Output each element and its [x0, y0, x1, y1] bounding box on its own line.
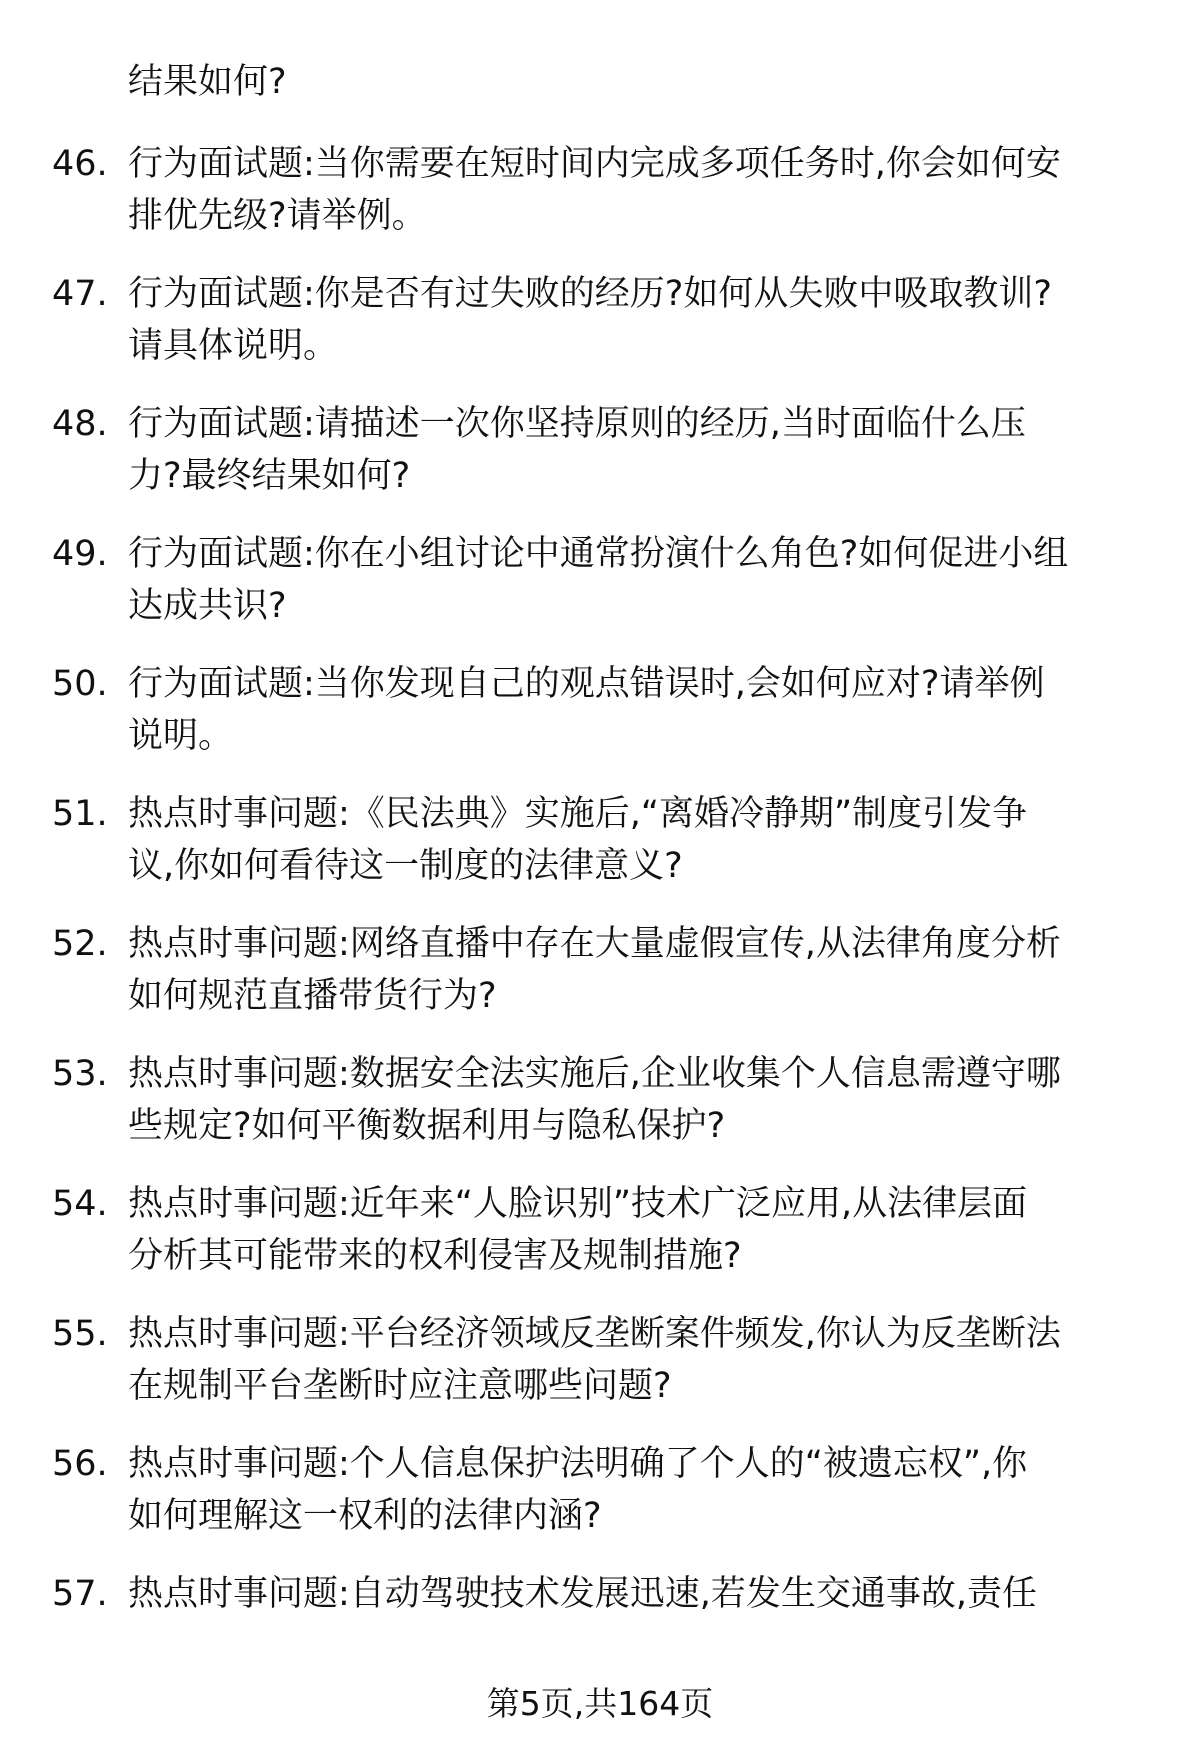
question-line: 热点时事问题:《民法典》实施后,“离婚冷静期”制度引发争 — [128, 794, 1028, 834]
question-text — [128, 398, 1138, 502]
question-text — [128, 1048, 1138, 1152]
question-list — [0, 138, 1200, 1698]
question-number: 55. — [52, 1314, 108, 1354]
question-number: 56. — [52, 1444, 108, 1484]
question-line: 行为面试题:当你需要在短时间内完成多项任务时,你会如何安 — [128, 144, 1061, 184]
question-line: 如何理解这一权利的法律内涵? — [128, 1496, 602, 1536]
question-number: 48. — [52, 404, 108, 444]
page-number-label: 第5页,共164页 — [486, 1684, 714, 1723]
question-line: 议,你如何看待这一制度的法律意义? — [128, 846, 683, 886]
question-text — [128, 268, 1138, 372]
question-number: 52. — [52, 924, 108, 964]
question-number: 49. — [52, 534, 108, 574]
question-line: 在规制平台垄断时应注意哪些问题? — [128, 1366, 672, 1406]
question-number: 57. — [52, 1574, 108, 1614]
question-line: 热点时事问题:平台经济领域反垄断案件频发,你认为反垄断法 — [128, 1314, 1061, 1354]
question-line: 热点时事问题:自动驾驶技术发展迅速,若发生交通事故,责任 — [128, 1574, 1038, 1614]
list-item — [0, 918, 1200, 1048]
question-line: 达成共识? — [128, 586, 287, 626]
question-text — [128, 528, 1138, 632]
question-line: 热点时事问题:近年来“人脸识别”技术广泛应用,从法律层面 — [128, 1184, 1028, 1224]
question-line: 请具体说明。 — [128, 326, 339, 366]
list-item — [0, 268, 1200, 398]
question-number: 53. — [52, 1054, 108, 1094]
question-text — [128, 918, 1138, 1022]
question-number: 50. — [52, 664, 108, 704]
list-item — [0, 1308, 1200, 1438]
question-text — [128, 1178, 1138, 1282]
question-line: 行为面试题:你在小组讨论中通常扮演什么角色?如何促进小组 — [128, 534, 1069, 574]
continued-question-text: 结果如何? — [128, 62, 287, 102]
question-line: 说明。 — [128, 716, 234, 756]
question-line: 行为面试题:请描述一次你坚持原则的经历,当时面临什么压 — [128, 404, 1026, 444]
question-text — [128, 788, 1138, 892]
question-text — [128, 1438, 1138, 1542]
question-text — [128, 138, 1138, 242]
question-line: 排优先级?请举例。 — [128, 196, 427, 236]
question-line: 如何规范直播带货行为? — [128, 976, 497, 1016]
question-number: 54. — [52, 1184, 108, 1224]
list-item — [0, 528, 1200, 658]
list-item — [0, 658, 1200, 788]
question-line: 热点时事问题:网络直播中存在大量虚假宣传,从法律角度分析 — [128, 924, 1061, 964]
question-line: 力?最终结果如何? — [128, 456, 411, 496]
question-text — [128, 1308, 1138, 1412]
question-number: 51. — [52, 794, 108, 834]
question-line: 行为面试题:当你发现自己的观点错误时,会如何应对?请举例 — [128, 664, 1045, 704]
question-line: 分析其可能带来的权利侵害及规制措施? — [128, 1236, 742, 1276]
question-number: 46. — [52, 144, 108, 184]
page-footer — [0, 1682, 1200, 1726]
question-line: 热点时事问题:数据安全法实施后,企业收集个人信息需遵守哪 — [128, 1054, 1061, 1094]
question-text — [128, 658, 1138, 762]
question-text — [128, 1568, 1138, 1620]
list-item — [0, 1178, 1200, 1308]
question-number: 47. — [52, 274, 108, 314]
question-line: 热点时事问题:个人信息保护法明确了个人的“被遗忘权”,你 — [128, 1444, 1028, 1484]
list-item — [0, 788, 1200, 918]
question-line: 行为面试题:你是否有过失败的经历?如何从失败中吸取教训? — [128, 274, 1052, 314]
list-item — [0, 398, 1200, 528]
list-item — [0, 138, 1200, 268]
list-item — [0, 1048, 1200, 1178]
question-line: 些规定?如何平衡数据利用与隐私保护? — [128, 1106, 726, 1146]
list-item — [0, 1438, 1200, 1568]
list-item — [0, 1568, 1200, 1698]
